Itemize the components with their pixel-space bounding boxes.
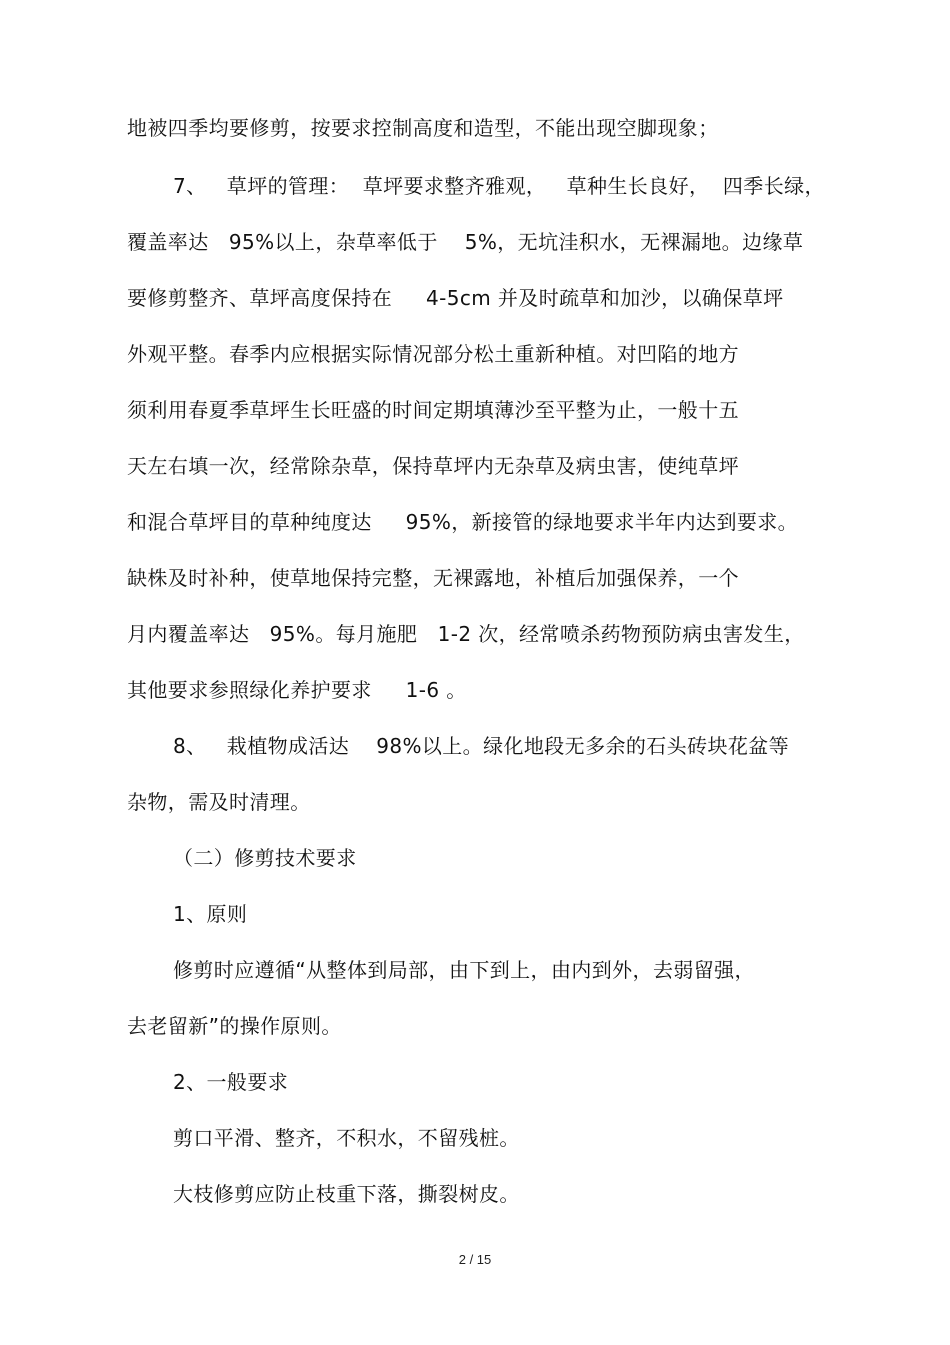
text-line-5: 外观平整。春季内应根据实际情况部分松土重新种植。对凹陷的地方 <box>127 342 739 366</box>
text-line-8: 和混合草坪目的草种纯度达 95%，新接管的绿地要求半年内达到要求。 <box>127 510 799 534</box>
subheading-principle: 1、原则 <box>173 902 248 926</box>
text-line-20: 大枝修剪应防止枝重下落，撕裂树皮。 <box>173 1182 520 1206</box>
text-line-4: 要修剪整齐、草坪高度保持在 4-5cm 并及时疏草和加沙，以确保草坪 <box>127 286 784 310</box>
text-line-16: 修剪时应遵循“从整体到局部，由下到上，由内到外，去弱留强， <box>173 958 755 982</box>
text-line-6: 须利用春夏季草坪生长旺盛的时间定期填薄沙至平整为止，一般十五 <box>127 398 739 422</box>
text-line-3: 覆盖率达 95%以上，杂草率低于 5%，无坑洼积水，无裸漏地。边缘草 <box>127 230 804 254</box>
text-line-11: 其他要求参照绿化养护要求 1-6 。 <box>127 678 467 702</box>
text-line-1: 地被四季均要修剪，按要求控制高度和造型，不能出现空脚现象； <box>127 116 719 140</box>
subheading-general: 2、一般要求 <box>173 1070 289 1094</box>
text-line-9: 缺株及时补种，使草地保持完整，无裸露地，补植后加强保养，一个 <box>127 566 739 590</box>
text-line-10: 月内覆盖率达 95%。每月施肥 1-2 次，经常喷杀药物预防病虫害发生， <box>127 622 805 646</box>
page-number: 2 / 15 <box>458 1252 492 1267</box>
text-line-7: 天左右填一次，经常除杂草，保持草坪内无杂草及病虫害，使纯草坪 <box>127 454 739 478</box>
text-line-19: 剪口平滑、整齐，不积水，不留残桩。 <box>173 1126 520 1150</box>
section-heading: （二）修剪技术要求 <box>173 846 357 870</box>
text-line-13: 杂物，需及时清理。 <box>127 790 311 814</box>
text-line-2: 7、 草坪的管理： 草坪要求整齐雅观， 草种生长良好， 四季长绿， <box>173 174 825 198</box>
text-line-17: 去老留新”的操作原则。 <box>127 1014 342 1038</box>
text-line-12: 8、 栽植物成活达 98%以上。绿化地段无多余的石头砖块花盆等 <box>173 734 790 758</box>
